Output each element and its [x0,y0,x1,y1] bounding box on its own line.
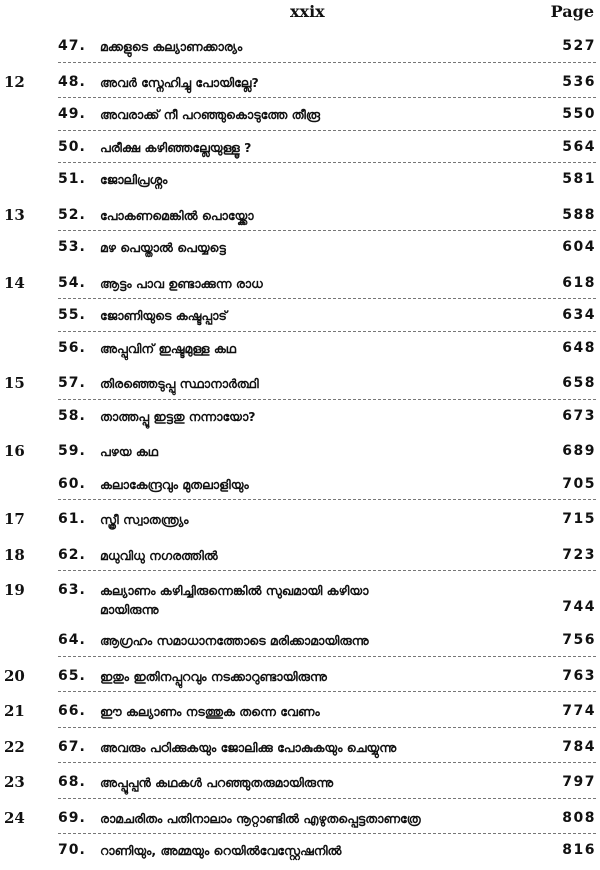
chapter-number: 58. [58,407,86,424]
dotted-rule [58,399,596,400]
chapter-number: 68. [58,774,86,790]
page-number: 816 [562,842,596,858]
dotted-rule [58,833,596,834]
toc-entry [0,166,600,199]
dotted-rule [58,798,596,799]
page-number: 634 [562,307,596,323]
toc-entry [0,302,600,335]
toc-entry [0,69,600,102]
page-number: 527 [562,38,596,54]
chapter-number: 47. [58,38,86,54]
dotted-rule [58,130,596,131]
chapter-number: 53. [58,239,86,255]
toc-entry [0,805,600,838]
section-number: 12 [4,72,25,91]
chapter-title: പോകണമെങ്കിൽ പൊയ്ക്കോ [100,207,254,223]
section-number: 15 [4,374,25,392]
page-number: 715 [562,511,596,527]
chapter-title: ഈ കല്യാണം നടത്തുക തന്നെ വേണം [100,704,320,719]
table-of-contents [0,33,600,870]
dotted-rule [58,62,596,63]
chapter-number: 66. [58,703,86,719]
page-number: 784 [562,738,596,755]
page-number: 564 [562,138,596,155]
toc-entry [0,134,600,167]
toc-entry [0,542,600,575]
toc-entry [0,734,600,767]
chapter-title: താത്തപ്പൂ ഇട്ടതു നന്നായോ? [100,408,256,424]
dotted-rule [58,331,596,332]
page-number: 658 [562,375,596,391]
chapter-number: 61. [58,511,86,527]
section-number: 13 [4,205,25,224]
toc-entry [0,202,600,235]
toc-entry [0,234,600,267]
page-number: 774 [562,703,596,719]
chapter-number: 64. [58,632,86,648]
page-number: 723 [562,546,596,563]
chapter-title: അവർ സ്നേഹിച്ചു പോയില്ലേ? [100,74,259,90]
page-number: 705 [562,475,596,492]
chapter-title: മഴ പെയ്താൽ പെയ്യട്ടെ [100,240,226,255]
dotted-rule [58,298,596,299]
chapter-number: 50. [58,138,86,155]
chapter-title: അപ്പുവിന് ഇഷ്ടമുള്ള കഥ [100,340,237,356]
toc-entry [0,837,600,870]
chapter-title: ആട്ടം പാവ ഉണ്ടാക്കുന്ന രാധ [100,275,263,291]
page-number: 588 [562,206,596,223]
toc-entry [0,506,600,539]
page-number: 763 [562,667,596,684]
toc-entry [0,335,600,368]
toc-entry [0,627,600,660]
page-number: 618 [562,274,596,291]
toc-entry [0,471,600,504]
page-number: 808 [562,809,596,826]
toc-entry [0,403,600,436]
chapter-title: രാമചരിതം പതിനാലാം നൂറ്റാണ്ടിൽ എഴുതപ്പെട്ടതാണത്രേ [100,810,421,826]
page-number: 673 [562,407,596,424]
chapter-number: 55. [58,307,86,323]
chapter-title: അപ്പൂപ്പൻ കഥകൾ പറഞ്ഞുതരുമായിരുന്നു [100,775,334,790]
chapter-title: പരീക്ഷ കഴിഞ്ഞല്ലേയുള്ളൂ ? [100,139,252,155]
section-number: 19 [4,581,25,599]
chapter-title: കല്യാണം കഴിച്ചിരുന്നെങ്കിൽ സുഖമായി കഴിയാ മായിരുന്നു [100,583,369,617]
chapter-number: 56. [58,339,86,356]
page-column-label: Page [550,2,594,21]
dotted-rule [58,499,596,500]
chapter-title: മക്കളുടെ കല്യാണക്കാര്യം [100,39,243,54]
toc-entry [0,438,600,471]
chapter-number: 65. [58,667,86,684]
page-number: 744 [562,599,596,615]
page-number: 756 [562,632,596,648]
section-number: 16 [4,442,25,460]
chapter-number: 63. [58,582,86,598]
dotted-rule [58,570,596,571]
dotted-rule [58,230,596,231]
chapter-number: 49. [58,106,86,122]
page-number: 550 [562,106,596,122]
chapter-number: 51. [58,171,86,187]
page-header [0,0,600,22]
chapter-number: 60. [58,475,86,492]
page-number: 648 [562,339,596,356]
chapter-number: 52. [58,206,86,223]
chapter-number: 54. [58,274,86,291]
toc-entry [0,698,600,731]
toc-entry [0,663,600,696]
chapter-number: 57. [58,375,86,391]
chapter-title: സ്ത്രീ സ്വാതന്ത്ര്യം [100,512,189,527]
section-number: 20 [4,666,25,685]
toc-entry [0,101,600,134]
chapter-title: റാണിയും, അമ്മയും റെയിൽവേസ്റ്റേഷനിൽ [100,843,342,858]
chapter-number: 69. [58,809,86,826]
section-number: 24 [4,808,25,827]
section-number: 21 [4,702,25,720]
chapter-number: 67. [58,738,86,755]
dotted-rule [58,162,596,163]
toc-entry [0,370,600,403]
page-number: 797 [562,774,596,790]
section-number: 17 [4,510,25,528]
chapter-title: ഇതും ഇതിനപ്പുറവും നടക്കാറുണ്ടായിരുന്നു [100,668,327,684]
chapter-title: തിരഞ്ഞെടുപ്പു സ്ഥാനാർത്ഥി [100,376,259,391]
roman-page-number: xxix [290,2,325,21]
chapter-title: കലാകേന്ദ്രവും മുതലാളിയും [100,476,249,492]
chapter-title: ജോണിയുടെ കഷ്ടപ്പാട് [100,308,227,323]
page-number: 581 [562,171,596,187]
chapter-title: ആഗ്രഹം സമാധാനത്തോടെ മരിക്കാമായിരുന്നു [100,633,369,648]
chapter-number: 70. [58,842,86,858]
section-number: 18 [4,545,25,564]
chapter-title: അവരും പഠിക്കുകയും ജോലിക്കു പോകുകയും ചെയ്യുന്നു [100,739,397,755]
chapter-title: ജോലിപ്രശ്നം [100,172,168,187]
chapter-number: 48. [58,73,86,90]
page-number: 604 [562,239,596,255]
section-number: 14 [4,273,25,292]
dotted-rule [58,691,596,692]
section-number: 22 [4,737,25,756]
toc-entry [0,33,600,66]
chapter-number: 62. [58,546,86,563]
dotted-rule [58,762,596,763]
page-number: 689 [562,443,596,459]
toc-entry [0,577,600,627]
chapter-title: മധുവിധു നഗരത്തിൽ [100,547,218,563]
dotted-rule [58,656,596,657]
chapter-title: അവരാക്ക് നീ പറഞ്ഞുകൊടുത്തേ തീരൂ [100,107,320,122]
page-number: 536 [562,73,596,90]
toc-entry [0,270,600,303]
chapter-title: പഴയ കഥ [100,444,159,459]
dotted-rule [58,727,596,728]
section-number: 23 [4,773,25,791]
dotted-rule [58,97,596,98]
chapter-number: 59. [58,443,86,459]
toc-entry [0,769,600,802]
